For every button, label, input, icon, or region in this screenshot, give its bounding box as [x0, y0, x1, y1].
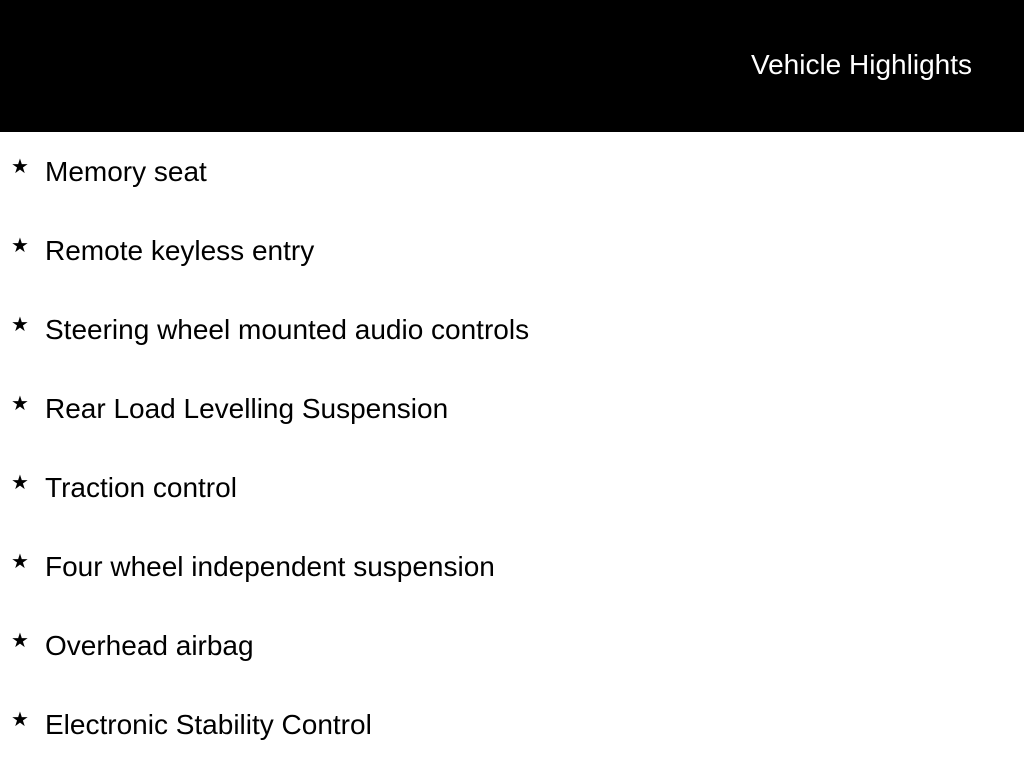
star-icon: ★ [11, 551, 29, 573]
star-icon: ★ [11, 156, 29, 178]
highlight-label: Steering wheel mounted audio controls [45, 314, 530, 345]
star-icon: ★ [11, 235, 29, 257]
star-icon: ★ [11, 472, 29, 494]
highlights-header [0, 0, 1024, 132]
star-icon: ★ [11, 630, 29, 652]
star-icon: ★ [11, 314, 29, 336]
highlight-item [0, 448, 1024, 527]
star-icon: ★ [11, 709, 29, 731]
highlight-item [0, 606, 1024, 685]
highlight-item [0, 132, 1024, 211]
highlight-item [0, 290, 1024, 369]
highlight-item [0, 211, 1024, 290]
highlight-item [0, 685, 1024, 764]
highlight-label: Electronic Stability Control [45, 709, 372, 740]
highlight-label: Rear Load Levelling Suspension [45, 393, 449, 424]
highlight-item [0, 527, 1024, 606]
highlight-label: Overhead airbag [45, 630, 254, 661]
highlight-label: Remote keyless entry [45, 235, 315, 266]
vehicle-highlights-list [0, 132, 1024, 764]
highlight-label: Memory seat [45, 156, 207, 187]
star-icon: ★ [11, 393, 29, 415]
page-title: Vehicle Highlights [750, 49, 972, 80]
highlight-item [0, 369, 1024, 448]
highlight-label: Four wheel independent suspension [45, 551, 495, 582]
highlight-label: Traction control [45, 472, 237, 503]
